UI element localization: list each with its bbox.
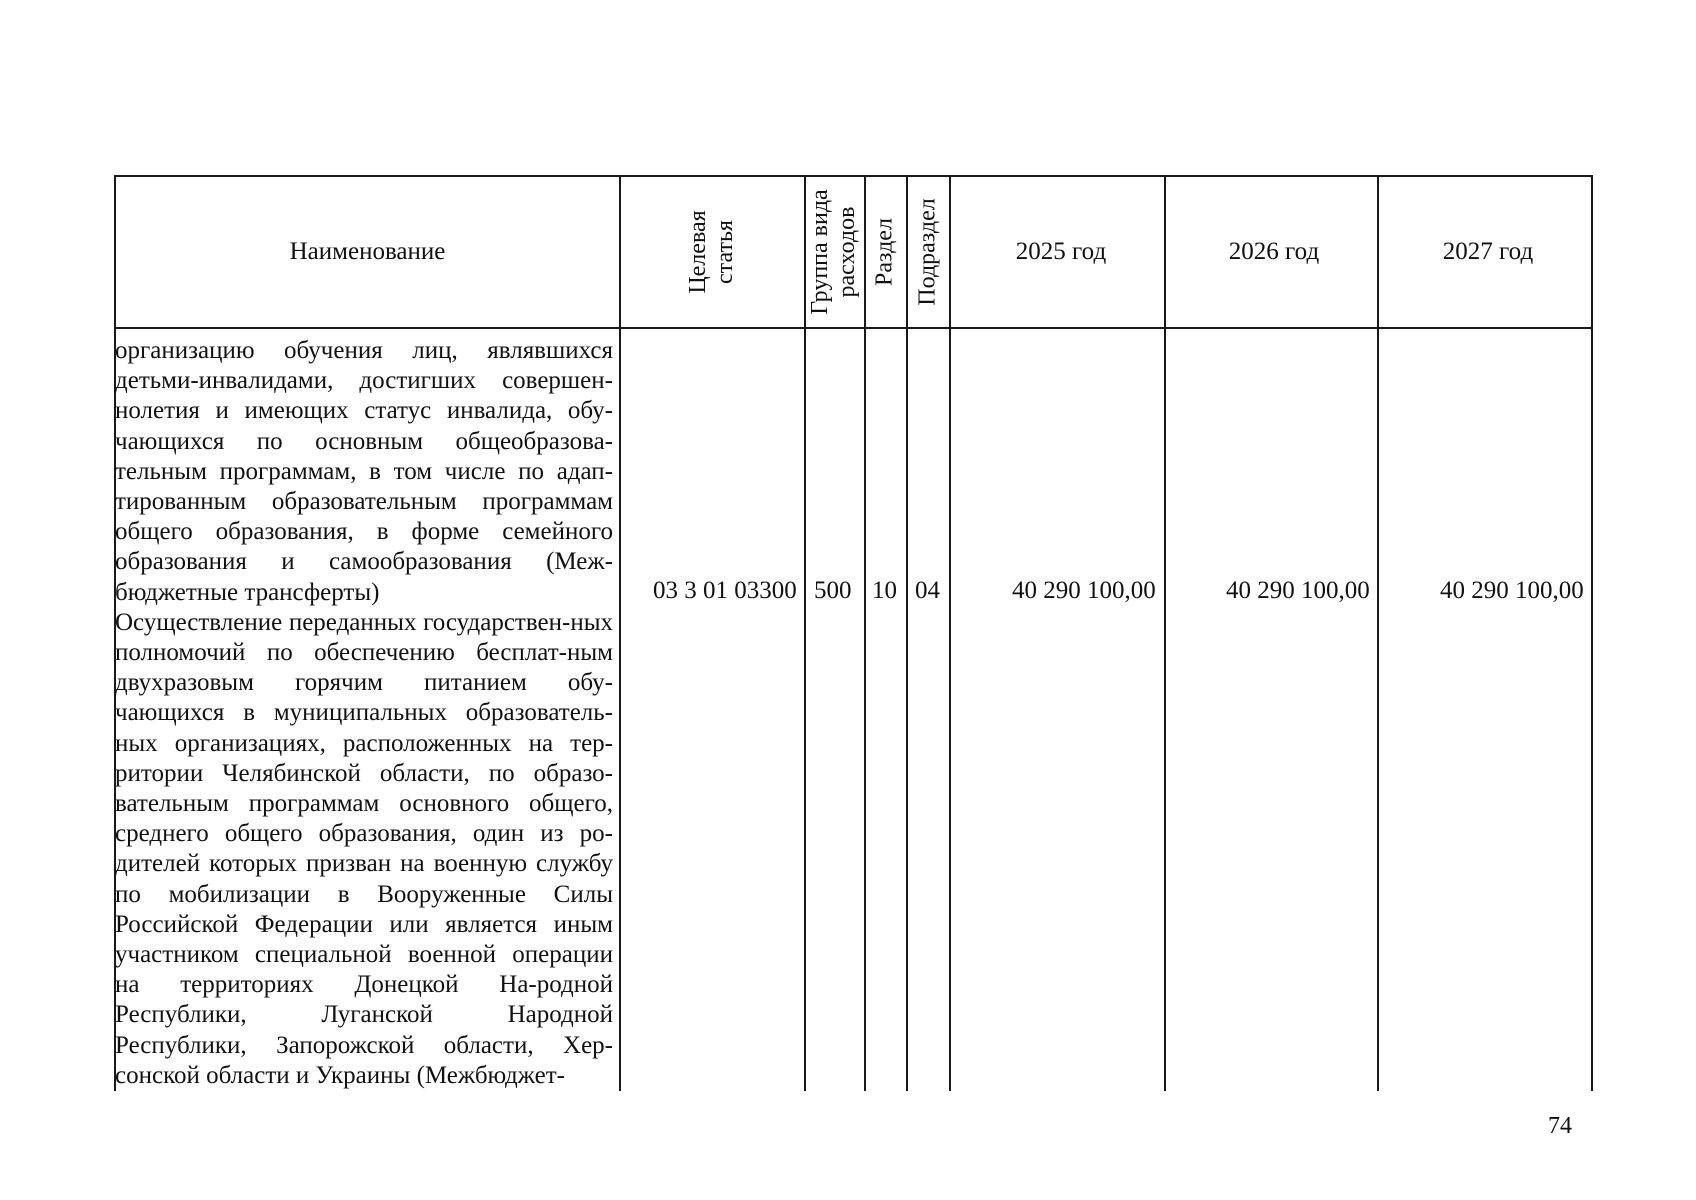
header-target-article-text: Целевая статья: [685, 210, 738, 294]
header-bottom-border: [114, 327, 1593, 329]
row-year-2027: 40 290 100,00: [1440, 577, 1584, 604]
row-subsection: 04: [915, 577, 940, 604]
row-expense-group: 500: [814, 577, 852, 604]
header-subsection: [915, 198, 942, 305]
header-year-2025: 2025 год: [1015, 238, 1107, 266]
header-subsection-text: Подраздел: [914, 198, 941, 306]
col-divider-target: [804, 175, 806, 1091]
header-section-text: Раздел: [871, 218, 898, 286]
col-divider-2026: [1377, 175, 1379, 1091]
page-number: 74: [1548, 1113, 1572, 1139]
header-name: Наименование: [289, 238, 446, 266]
row-name-cell: [115, 336, 613, 1091]
header-expense-group: [807, 177, 861, 327]
header-year-2027: 2027 год: [1442, 238, 1534, 266]
header-expense-group-text: Группа вида расходов: [807, 189, 860, 315]
col-divider-section: [906, 175, 908, 1091]
col-divider-subsection: [949, 175, 951, 1091]
table-right-border: [1591, 175, 1593, 1091]
header-target-article: [685, 182, 739, 322]
row-year-2026: 40 290 100,00: [1226, 577, 1370, 604]
row-name-part2: Осуществление переданных государствен-ных полномочий по обеспечению бесплат-ным двухразовым горячим питанием обу-чающихся в муниципальных образователь-ных организациях, расположенных на тер-ритории Челябинской области, по образо-вательным программам основного общего, среднего общего образования, один из ро-дителей которых призван на военную службу по мобилизации в Вооруженные Силы Российской Федерации или является иным участником специальной военной операции на территориях Донецкой На-родной Республики, Луганской Народной Республики, Запорожской области, Хер-сонской области и Украины (Межбюджет-: [115, 608, 613, 1089]
col-divider-2025: [1164, 175, 1166, 1091]
col-divider-group: [864, 175, 866, 1091]
header-year-2026: 2026 год: [1228, 238, 1320, 266]
col-divider-name: [619, 175, 621, 1091]
row-section: 10: [872, 577, 897, 604]
row-target-article: 03 3 01 03300: [653, 577, 797, 604]
row-year-2025: 40 290 100,00: [1012, 577, 1156, 604]
row-name-part1: организацию обучения лиц, являвшихся детьми-инвалидами, достигших совершен-нолетия и имеющих статус инвалида, обу-чающихся по основным общеобразова-тельным программам, в том числе по адап-тированным образовательным программам общего образования, в форме семейного образования и самообразования (Меж-бюджетные трансферты): [115, 337, 613, 606]
header-section: [872, 218, 899, 286]
